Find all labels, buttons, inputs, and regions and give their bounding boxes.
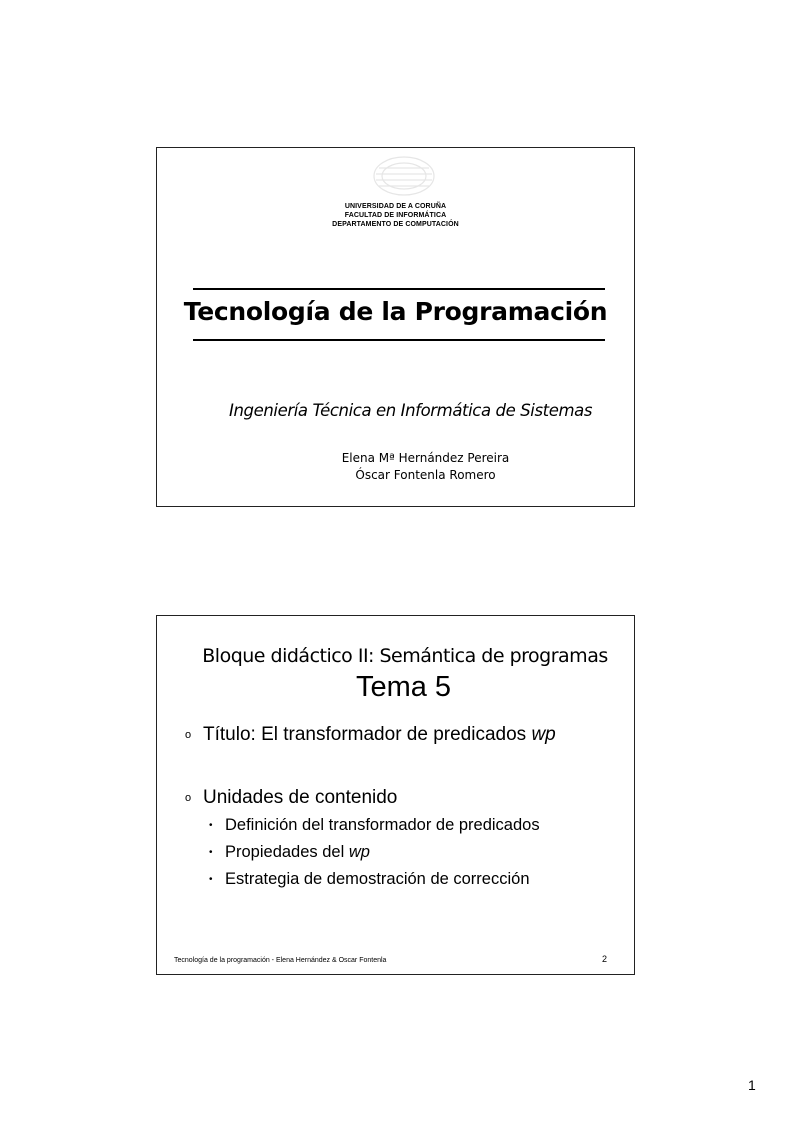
sub-bullet-marker: •	[209, 819, 213, 831]
sub-bullet-marker: •	[209, 873, 213, 885]
bullet-marker: o	[185, 792, 192, 804]
course-title: Tecnología de la Programación	[183, 297, 608, 326]
author-list	[157, 450, 634, 484]
author-name: Óscar Fontenla Romero	[355, 468, 496, 482]
department-name: DEPARTAMENTO DE COMPUTACIÓN	[332, 221, 459, 228]
title-rule-bottom	[193, 339, 605, 341]
sub-bullet-marker: •	[209, 846, 213, 858]
title-rule-top	[193, 288, 605, 290]
university-crest-icon	[371, 154, 437, 198]
slide-number: 2	[602, 954, 608, 964]
topic-title: Tema 5	[355, 671, 452, 703]
university-header	[157, 202, 634, 229]
block-heading: Bloque didáctico II: Semántica de programas	[202, 645, 608, 667]
slide-footer: Tecnología de la programación - Elena Hernández & Oscar Fontenla	[174, 957, 387, 964]
bullet-item-units	[185, 785, 397, 811]
bullet-text: Título: El transformador de predicados	[203, 724, 532, 746]
sub-item-emphasis: wp	[348, 843, 370, 861]
author-name: Elena Mª Hernández Pereira	[341, 451, 510, 465]
title-slide	[156, 147, 635, 507]
degree-name: Ingeniería Técnica en Informática de Sistemas	[229, 401, 593, 420]
bullet-item-title	[185, 722, 556, 748]
faculty-name: FACULTAD DE INFORMÁTICA	[344, 212, 447, 219]
page-number: 1	[748, 1077, 756, 1093]
sub-item	[209, 868, 530, 891]
sub-item-text: Definición del transformador de predicados	[225, 816, 540, 834]
sub-item-text: Estrategia de demostración de corrección	[225, 870, 530, 888]
content-slide	[156, 615, 635, 975]
sub-item	[209, 814, 540, 837]
sub-item-text: Propiedades del	[225, 843, 349, 861]
bullet-text: Unidades de contenido	[203, 787, 398, 809]
university-name: UNIVERSIDAD DE A CORUÑA	[344, 203, 447, 210]
sub-item	[209, 841, 370, 864]
bullet-emphasis: wp	[531, 724, 556, 746]
bullet-marker: o	[185, 729, 192, 741]
